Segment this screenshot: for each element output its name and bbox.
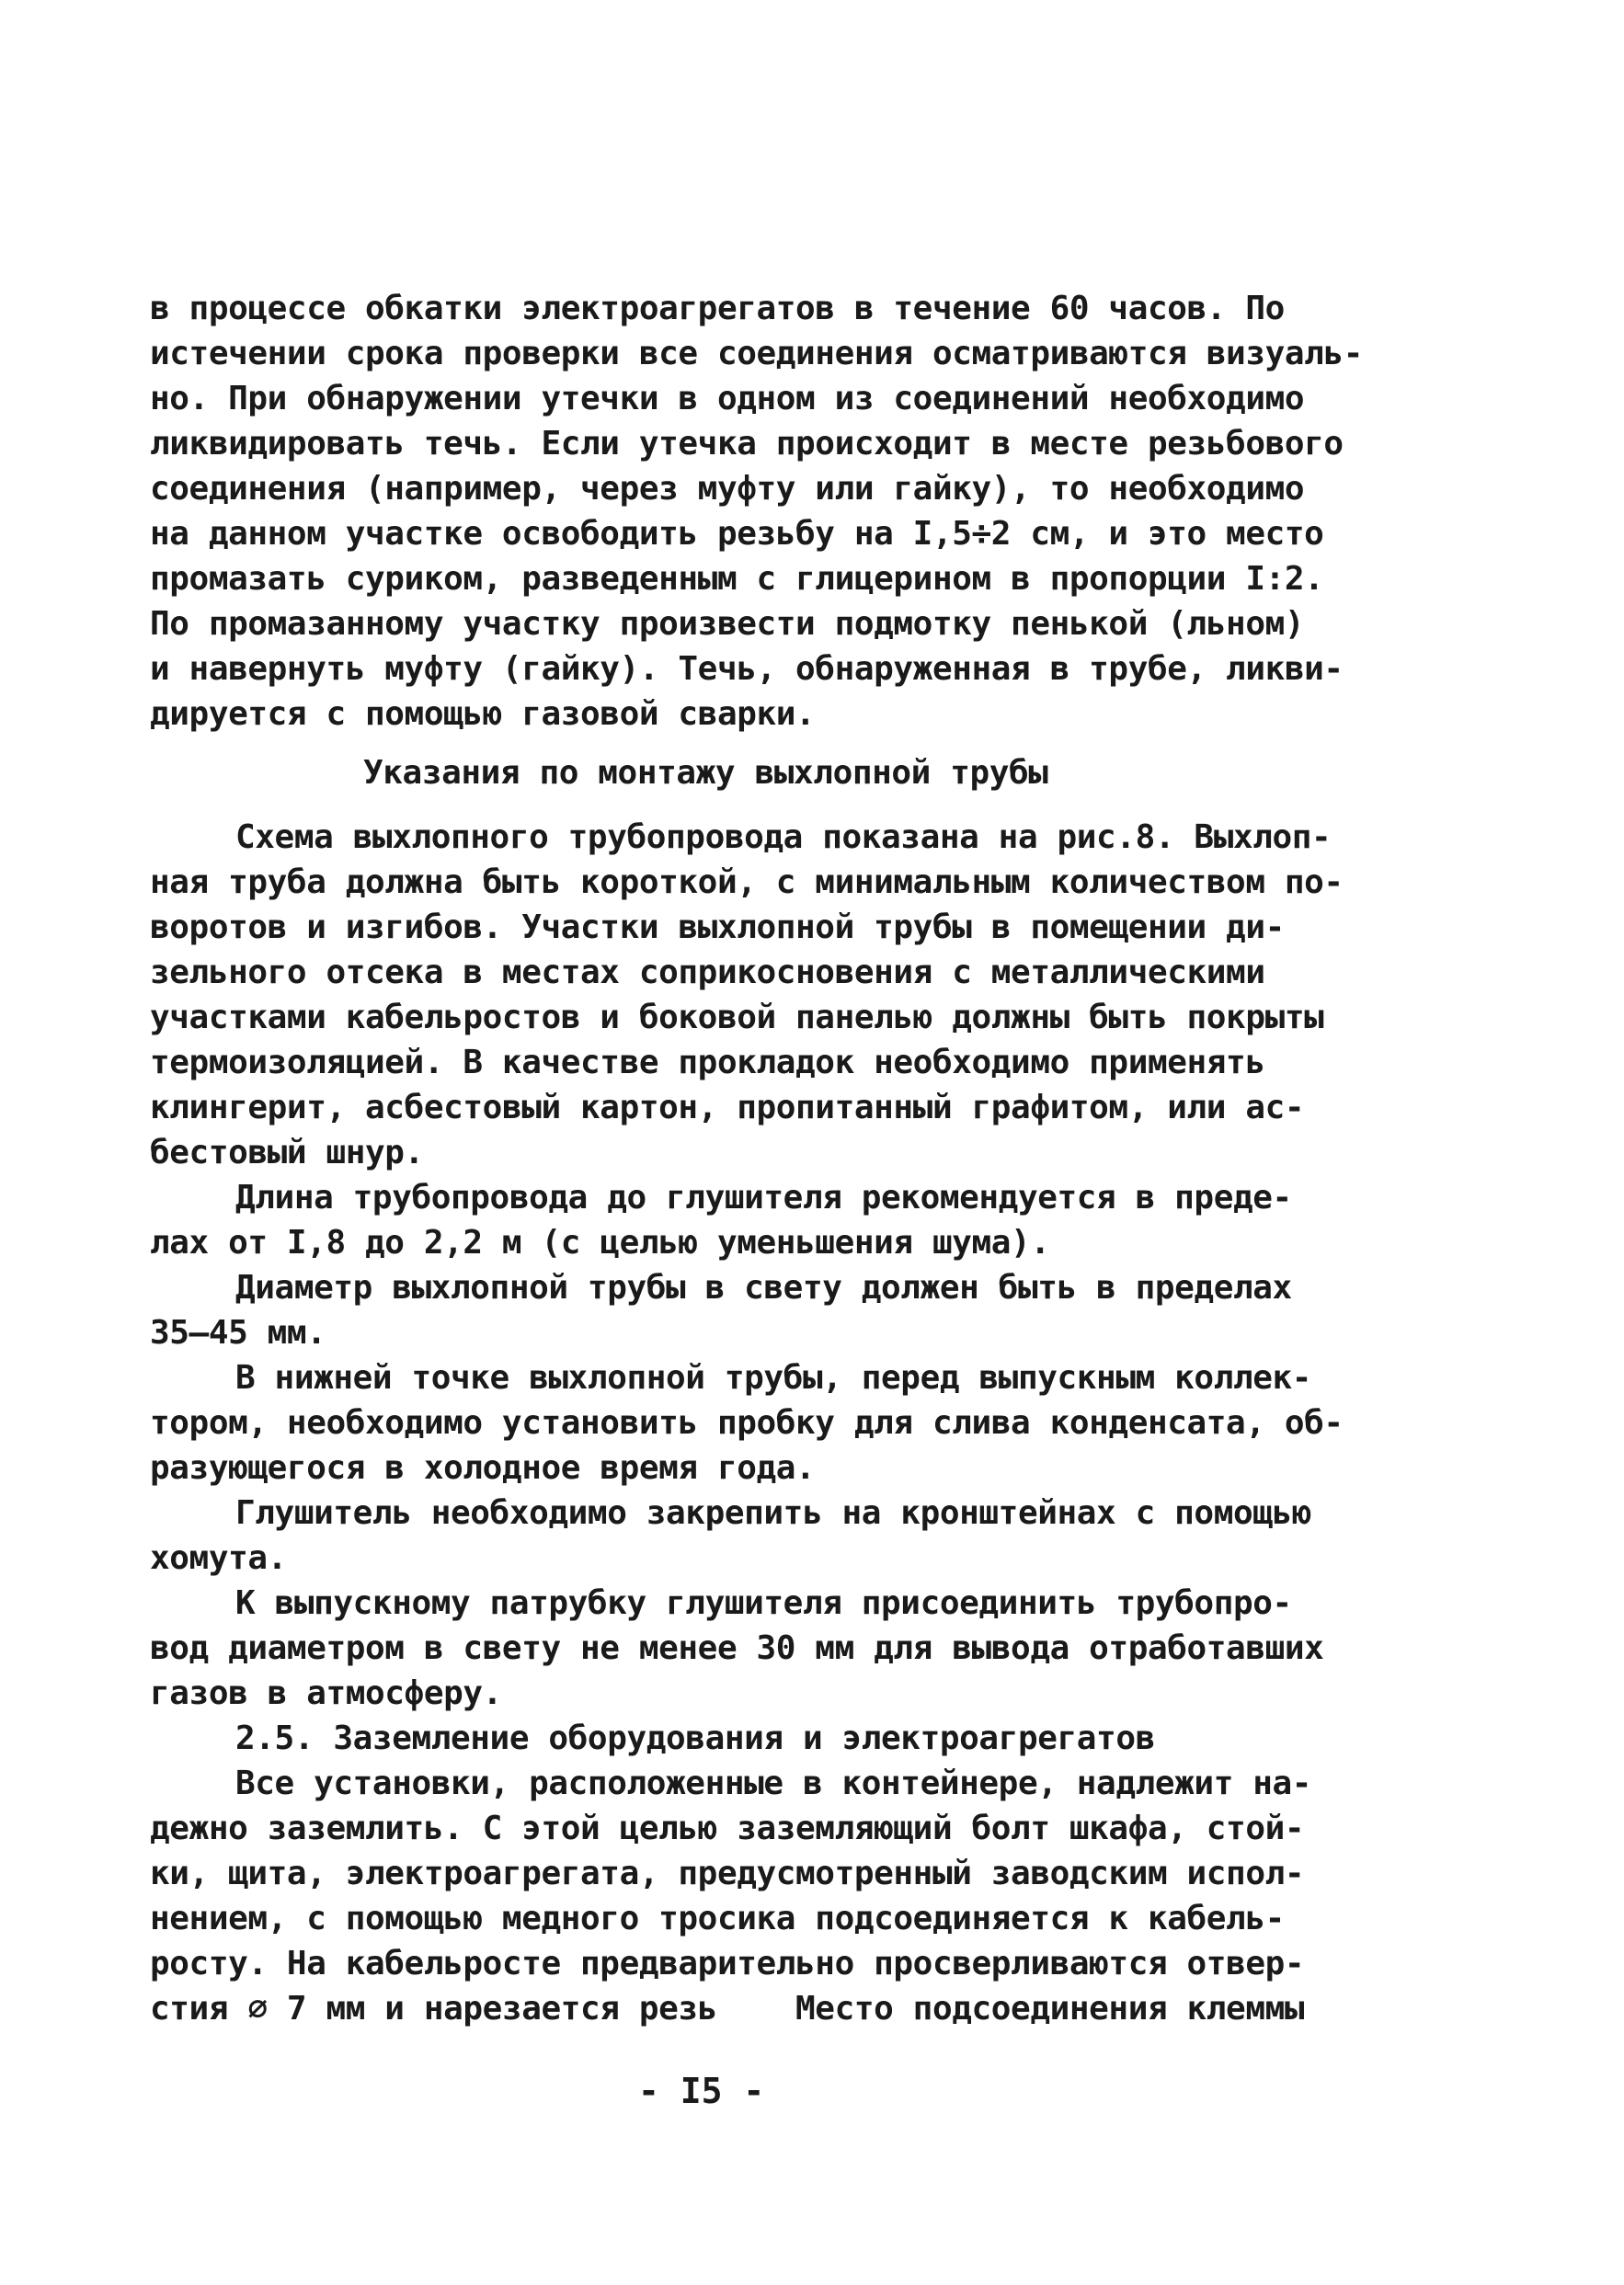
paragraph-5-line: В нижней точке выхлопной трубы, перед выпускным коллек-: [235, 1359, 1312, 1397]
paragraph-3-line: лах от I,8 до 2,2 м (с целью уменьшения шума).: [150, 1224, 1050, 1262]
paragraph-3-line: Длина трубопровода до глушителя рекомендуется в преде-: [235, 1179, 1292, 1217]
paragraph-1-line: ликвидировать течь. Если утечка происходит в месте резьбового: [150, 425, 1344, 463]
section-2-5-line: ки, щита, электроагрегата, предусмотренный заводским испол-: [150, 1855, 1305, 1892]
paragraph-4-line: Диаметр выхлопной трубы в свету должен быть в пределах: [235, 1269, 1292, 1307]
paragraph-1-line: и навернуть муфту (гайку). Течь, обнаруженная в трубе, ликви-: [150, 650, 1344, 688]
paragraph-7-line: К выпускному патрубку глушителя присоединить трубопро-: [235, 1584, 1292, 1622]
paragraph-7-line: газов в атмосферу.: [150, 1674, 502, 1712]
section-heading: Указания по монтажу выхлопной трубы: [363, 754, 1048, 792]
paragraph-2-line: зельного отсека в местах соприкосновения с металлическими: [150, 954, 1265, 991]
paragraph-1-line: но. При обнаружении утечки в одном из соединений необходимо: [150, 380, 1305, 417]
page-number: - I5 -: [638, 2071, 765, 2111]
paragraph-2-line: Схема выхлопного трубопровода показана на рис.8. Выхлоп-: [235, 818, 1332, 856]
section-2-5-heading: 2.5. Заземление оборудования и электроагрегатов: [235, 1719, 1155, 1757]
paragraph-1-line: промазать суриком, разведенным с глицерином в пропорции I:2.: [150, 560, 1324, 598]
section-2-5-line: дежно заземлить. С этой целью заземляющий болт шкафа, стой-: [150, 1810, 1305, 1847]
section-2-5-line: росту. На кабельросте предварительно просверливаются отвер-: [150, 1945, 1305, 1982]
section-2-5-line: Все установки, расположенные в контейнере, надлежит на-: [235, 1765, 1312, 1802]
paragraph-2-line: участками кабельростов и боковой панелью должны быть покрыты: [150, 999, 1324, 1036]
section-2-5-line: нением, с помощью медного тросика подсоединяется к кабель-: [150, 1900, 1285, 1937]
paragraph-1-line: соединения (например, через муфту или гайку), то необходимо: [150, 470, 1305, 508]
paragraph-1-line: в процессе обкатки электроагрегатов в течение 60 часов. По: [150, 290, 1285, 327]
paragraph-2-line: термоизоляцией. В качестве прокладок необходимо применять: [150, 1044, 1265, 1081]
paragraph-2-line: бестовый шнур.: [150, 1134, 424, 1171]
paragraph-6-line: Глушитель необходимо закрепить на кронштейнах с помощью: [235, 1494, 1312, 1532]
paragraph-2-line: клингерит, асбестовый картон, пропитанный графитом, или ас-: [150, 1089, 1305, 1126]
paragraph-2-line: ная труба должна быть короткой, с минимальным количеством по-: [150, 863, 1344, 901]
paragraph-2-line: воротов и изгибов. Участки выхлопной трубы в помещении ди-: [150, 908, 1285, 946]
paragraph-6-line: хомута.: [150, 1539, 287, 1577]
section-2-5-line: стия ∅ 7 мм и нарезается резь Место подсоединения клеммы: [150, 1990, 1305, 2028]
paragraph-4-line: 35–45 мм.: [150, 1314, 326, 1352]
paragraph-1-line: истечении срока проверки все соединения осматриваются визуаль-: [150, 335, 1363, 372]
paragraph-5-line: тором, необходимо установить пробку для слива конденсата, об-: [150, 1404, 1344, 1442]
paragraph-1-line: дируется с помощью газовой сварки.: [150, 695, 816, 733]
paragraph-5-line: разующегося в холодное время года.: [150, 1449, 816, 1487]
paragraph-1-line: По промазанному участку произвести подмотку пенькой (льном): [150, 605, 1305, 643]
paragraph-7-line: вод диаметром в свету не менее 30 мм для вывода отработавших: [150, 1629, 1324, 1667]
paragraph-1-line: на данном участке освободить резьбу на I,5÷2 см, и это место: [150, 515, 1324, 553]
